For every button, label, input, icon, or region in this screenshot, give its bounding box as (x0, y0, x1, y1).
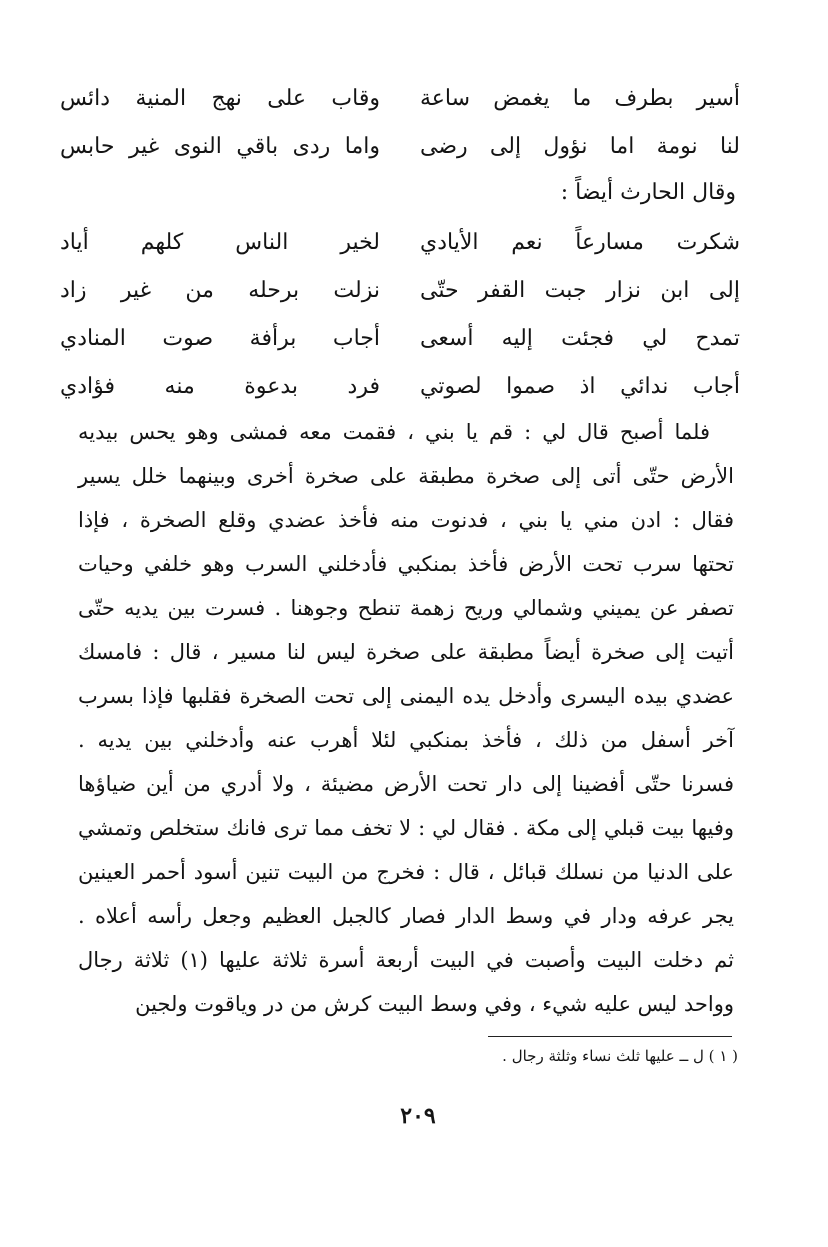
verse-line (60, 74, 740, 122)
verse-right-hemistich: أسير بطرف ما يغمض ساعة (420, 85, 740, 111)
page-number: ٢٠٩ (400, 1103, 436, 1129)
verse-right-hemistich: أجاب ندائي اذ صموا لصوتي (420, 373, 740, 399)
prose-body (78, 410, 734, 1026)
prose-line: على الدنيا من نسلك قبائل ، قال : فخرج من البيت تنين أسود أحمر العينين (78, 860, 734, 884)
prose-line: تحتها سرب تحت الأرض فأخذ بمنكبي فأدخلني السرب وهو خلفي وحيات (78, 552, 734, 576)
footnote: ( ١ ) ل ــ عليها ثلث نساء وثلثة رجال . (502, 1047, 738, 1065)
prose-line: آخر أسفل من ذلك ، فأخذ بمنكبي لئلا أهرب عنه وأدخلني بين يديه . (78, 728, 734, 752)
prose-line: وواحد ليس عليه شيء ، وفي وسط البيت كرش من در وياقوت ولجين (135, 992, 734, 1016)
verse-right-hemistich: إلى ابن نزار جبت القفر حتّى (420, 277, 740, 303)
verse-line (60, 218, 740, 266)
verse-line (60, 266, 740, 314)
verse-left-hemistich: واما ردى باقي النوى غير حابس (60, 133, 380, 159)
prose-line: وفيها بيت قبلي إلى مكة . فقال لي : لا تخف مما ترى فانك ستخلص وتمشي (78, 816, 734, 840)
verse-line (60, 122, 740, 170)
verse-left-hemistich: نزلت برحله من غير زاد (60, 277, 380, 303)
verse-right-hemistich: شكرت مسارعاً نعم الأيادي (420, 229, 740, 255)
verse-left-hemistich: وقاب على نهج المنية دائس (60, 85, 380, 111)
verse-left-hemistich: فرد بدعوة منه فؤادي (60, 373, 380, 399)
verse-right-hemistich: تمدح لي فجئت إليه أسعى (420, 325, 740, 351)
prose-line: فقال : ادن مني يا بني ، فدنوت منه فأخذ عضدي وقلع الصخرة ، فإذا (78, 508, 734, 532)
footnote-divider (488, 1036, 732, 1037)
prose-line: يجر عرفه ودار في وسط الدار فصار كالجبل العظيم وجعل رأسه أعلاه . (78, 904, 734, 928)
poem-intro: وقال الحارث أيضاً : (560, 180, 736, 205)
verse-block-second (60, 218, 740, 410)
prose-line: فسرنا حتّى أفضينا إلى دار تحت الأرض مضيئة ، ولا أدري من أين ضياؤها (78, 772, 734, 796)
verse-left-hemistich: لخير الناس كلهم أياد (60, 229, 380, 255)
verse-block-top (60, 74, 740, 170)
verse-line (60, 362, 740, 410)
prose-line: الأرض حتّى أتى إلى صخرة مطبقة على صخرة أخرى وبينهما خلل يسير (78, 464, 734, 488)
verse-left-hemistich: أجاب برأفة صوت المنادي (60, 325, 380, 351)
verse-right-hemistich: لنا نومة اما نؤول إلى رضى (420, 133, 740, 159)
verse-line (60, 314, 740, 362)
prose-line: أتيت إلى صخرة أيضاً مطبقة على صخرة ليس لنا مسير ، قال : فامسك (78, 640, 734, 664)
prose-line: تصفر عن يميني وشمالي وريح زهمة تنطح وجوهنا . فسرت بين يديه حتّى (78, 596, 734, 620)
prose-line: عضدي بيده اليسرى وأدخل يده اليمنى إلى تحت الصخرة فقلبها فإذا بسرب (78, 684, 734, 708)
prose-line: فلما أصبح قال لي : قم يا بني ، فقمت معه فمشى وهو يحس بيديه (78, 420, 710, 444)
prose-line: ثم دخلت البيت وأصبت في البيت أربعة أسرة ثلاثة عليها (١) ثلاثة رجال (78, 948, 734, 972)
